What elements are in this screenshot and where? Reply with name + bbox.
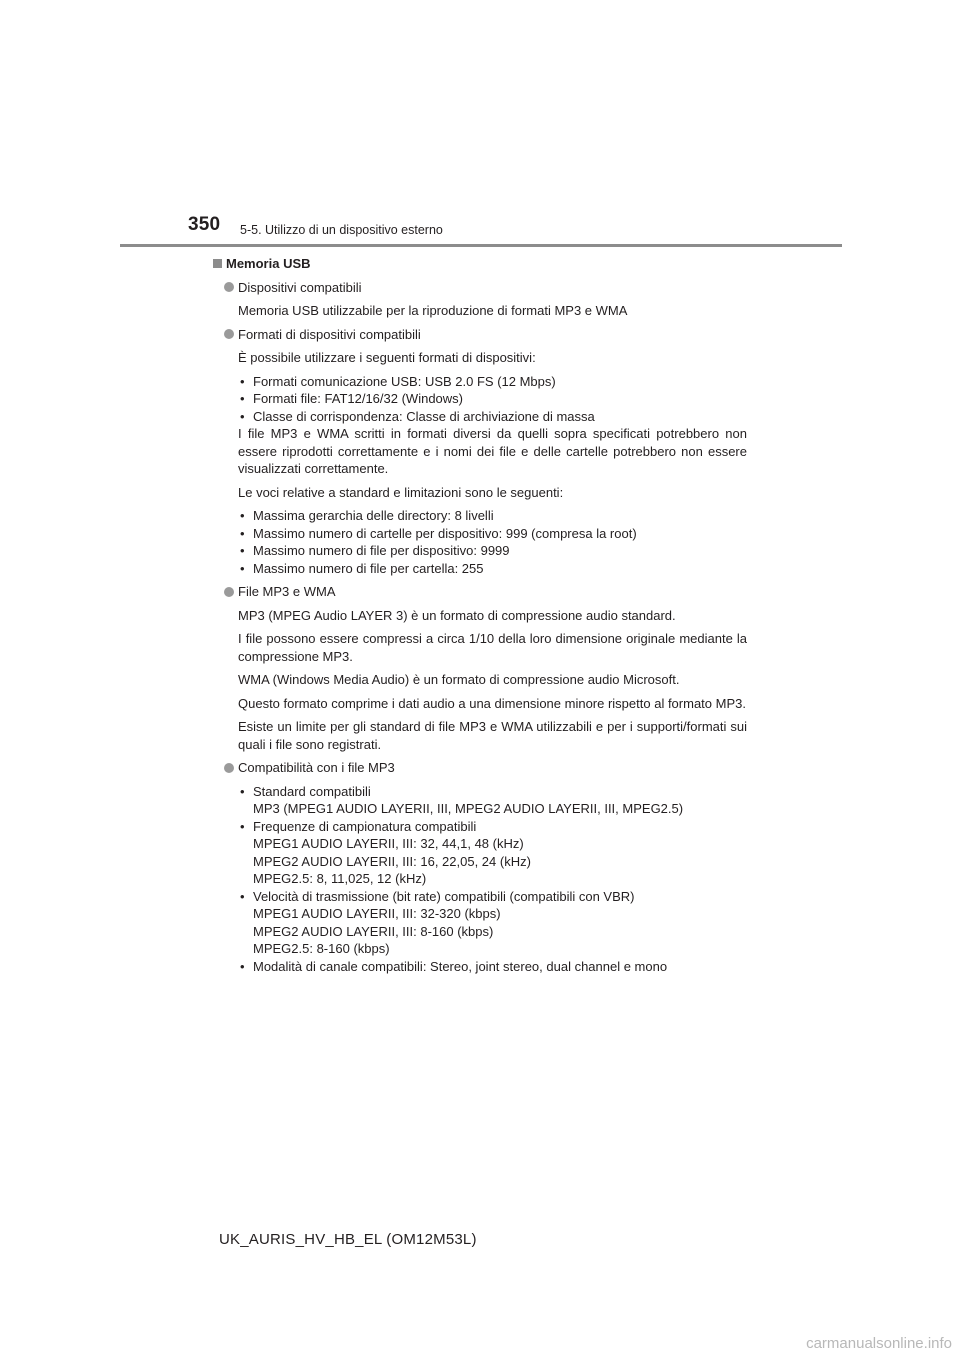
heading-text: Dispositivi compatibili xyxy=(238,279,362,295)
paragraph: Memoria USB utilizzabile per la riproduzione di formati MP3 e WMA xyxy=(238,303,628,318)
list-item: • Classe di corrispondenza: Classe di archiviazione di massa xyxy=(240,408,595,424)
limits-list xyxy=(238,507,747,577)
section-title xyxy=(212,255,747,273)
list-item: • Massimo numero di cartelle per dispositivo: 999 (compresa la root) xyxy=(240,525,637,541)
paragraph: Esiste un limite per gli standard di file MP3 e WMA utilizzabili e per i supporti/formati sui quali i file sono registrati. xyxy=(238,719,747,752)
footer-model-code: UK_AURIS_HV_HB_EL (OM12M53L) xyxy=(219,1231,477,1248)
note-paragraph: I file MP3 e WMA scritti in formati diversi da quelli sopra specificati potrebbero non essere riprodotti correttamente e i nomi dei file e delle cartelle potrebbero non essere visualizzati correttamente. xyxy=(238,426,747,476)
heading-compatible-devices xyxy=(224,279,747,297)
compatibility-list xyxy=(238,783,747,976)
heading-mp3-compatibility xyxy=(224,759,747,777)
circle-bullet-icon xyxy=(224,329,234,339)
heading-compatible-formats xyxy=(224,326,747,344)
list-item: • Formati comunicazione USB: USB 2.0 FS (12 Mbps) xyxy=(240,373,556,389)
section-title-text: Memoria USB xyxy=(226,256,311,271)
heading-mp3-wma xyxy=(224,583,747,601)
heading-text: File MP3 e WMA xyxy=(238,584,336,599)
header-divider xyxy=(120,244,842,247)
paragraph: È possibile utilizzare i seguenti formati di dispositivi: xyxy=(238,350,536,365)
list-item: • Massima gerarchia delle directory: 8 livelli xyxy=(240,508,494,523)
heading-text: Compatibilità con i file MP3 xyxy=(238,760,395,775)
main-content xyxy=(212,255,747,975)
paragraph: WMA (Windows Media Audio) è un formato di compressione audio Microsoft. xyxy=(238,672,680,687)
list-item: • Massimo numero di file per cartella: 255 xyxy=(240,560,484,576)
list-item: • Massimo numero di file per dispositivo: 9999 xyxy=(240,543,510,558)
list-item: • Frequenze di campionatura compatibili MPEG1 AUDIO LAYERII, III: 32, 44,1, 48 (kHz) MPEG2 AUDIO LAYERII, III: 16, 22,05, 24 (kHz) MPEG2.5: 8, 11,025, 12 (kHz) xyxy=(240,818,531,886)
heading-text: Formati di dispositivi compatibili xyxy=(238,326,421,342)
list-item: • Formati file: FAT12/16/32 (Windows) xyxy=(240,391,463,406)
list-item: • Standard compatibili MP3 (MPEG1 AUDIO LAYERII, III, MPEG2 AUDIO LAYERII, III, MPEG2.5) xyxy=(240,783,684,816)
paragraph: Le voci relative a standard e limitazioni sono le seguenti: xyxy=(238,484,564,500)
watermark: carmanualsonline.info xyxy=(806,1335,952,1352)
paragraph: I file possono essere compressi a circa 1/10 della loro dimensione originale mediante la compressione MP3. xyxy=(238,631,747,664)
square-bullet-icon xyxy=(213,259,222,268)
circle-bullet-icon xyxy=(224,282,234,292)
list-item: • Modalità di canale compatibili: Stereo, joint stereo, dual channel e mono xyxy=(240,958,668,974)
circle-bullet-icon xyxy=(224,587,234,597)
paragraph: Questo formato comprime i dati audio a una dimensione minore rispetto al formato MP3. xyxy=(238,695,746,711)
list-item: • Velocità di trasmissione (bit rate) compatibili (compatibili con VBR) MPEG1 AUDIO LAYERII, III: 32-320 (kbps) MPEG2 AUDIO LAYERII, III: 8-160 (kbps) MPEG2.5: 8-160 (kbps) xyxy=(240,888,635,956)
section-header: 5-5. Utilizzo di un dispositivo esterno xyxy=(240,223,443,237)
circle-bullet-icon xyxy=(224,763,234,773)
page-number: 350 xyxy=(188,214,221,235)
format-list xyxy=(238,373,747,426)
paragraph: MP3 (MPEG Audio LAYER 3) è un formato di compressione audio standard. xyxy=(238,607,676,623)
